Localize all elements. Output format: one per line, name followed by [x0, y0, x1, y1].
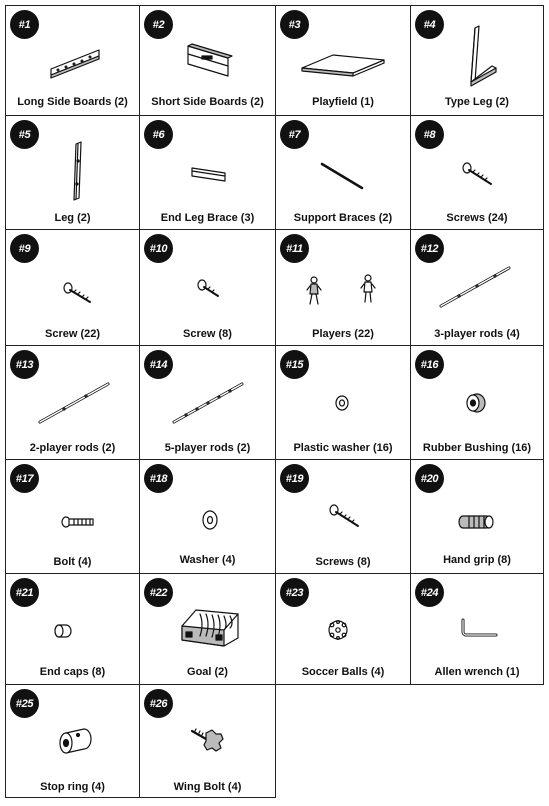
part-number-badge: #7: [280, 120, 309, 149]
part-label: End caps (8): [39, 666, 106, 678]
part-label: Washer (4): [179, 554, 236, 566]
part-cell: [139, 229, 276, 346]
part-number-badge: #24: [415, 578, 444, 607]
part-cell: [139, 5, 276, 116]
screw-icon: [6, 230, 141, 340]
part-number-badge: #16: [415, 350, 444, 379]
part-number-badge: #4: [415, 10, 444, 39]
part-cell: [5, 345, 140, 460]
part-number-badge: #21: [10, 578, 39, 607]
part-cell: [5, 115, 140, 230]
screw-icon: [411, 116, 546, 226]
part-label: Plastic washer (16): [293, 442, 393, 454]
part-cell: [5, 684, 140, 798]
part-label: Goal (2): [187, 666, 228, 678]
part-number-badge: #25: [10, 689, 39, 718]
part-label: Wing Bolt (4): [173, 781, 242, 793]
part-cell: [5, 573, 140, 685]
part-cell: [5, 5, 140, 116]
part-label: Soccer Balls (4): [301, 666, 385, 678]
part-label: Type Leg (2): [445, 96, 509, 108]
part-number-badge: #12: [415, 234, 444, 263]
part-cell: [410, 459, 544, 574]
part-label: Screw (22): [44, 328, 101, 340]
part-label: Stop ring (4): [40, 781, 105, 793]
part-number-badge: #11: [280, 234, 309, 263]
screw-icon: [140, 230, 275, 340]
part-label: Hand grip (8): [443, 554, 511, 566]
part-label: 5-player rods (2): [164, 442, 251, 454]
part-label: 3-player rods (4): [434, 328, 520, 340]
rod-icon: [6, 346, 141, 456]
part-label: Long Side Boards (2): [17, 96, 128, 108]
part-cell: [410, 115, 544, 230]
screw-icon: [276, 460, 411, 570]
player-figure-icon: [276, 230, 411, 340]
part-cell: [139, 573, 276, 685]
part-cell: [5, 459, 140, 574]
part-label: Support Braces (2): [293, 212, 393, 224]
part-label: Playfield (1): [312, 96, 374, 108]
part-cell: [410, 5, 544, 116]
part-number-badge: #5: [10, 120, 39, 149]
end-leg-brace-icon: [140, 116, 275, 226]
stop-ring-icon: [6, 685, 141, 795]
part-number-badge: #22: [144, 578, 173, 607]
part-label: Screws (24): [446, 212, 508, 224]
part-number-badge: #13: [10, 350, 39, 379]
part-label: Rubber Bushing (16): [422, 442, 532, 454]
part-number-badge: #2: [144, 10, 173, 39]
part-number-badge: #17: [10, 464, 39, 493]
part-cell: [275, 115, 411, 230]
part-number-badge: #9: [10, 234, 39, 263]
part-label: 2-player rods (2): [29, 442, 116, 454]
part-cell: [410, 229, 544, 346]
part-cell: [5, 229, 140, 346]
part-label: Screws (8): [315, 556, 371, 568]
part-cell: [139, 115, 276, 230]
leg-icon: [6, 116, 141, 226]
part-cell: [410, 573, 544, 685]
part-number-badge: #14: [144, 350, 173, 379]
part-cell: [275, 229, 411, 346]
part-number-badge: #8: [415, 120, 444, 149]
plastic-washer-icon: [276, 346, 411, 456]
part-number-badge: #19: [280, 464, 309, 493]
part-number-badge: #10: [144, 234, 173, 263]
part-cell: [410, 345, 544, 460]
part-cell: [139, 459, 276, 574]
wing-bolt-icon: [140, 685, 275, 795]
part-label: Leg (2): [54, 212, 91, 224]
part-label: Screw (8): [183, 328, 232, 340]
part-number-badge: #15: [280, 350, 309, 379]
part-number-badge: #1: [10, 10, 39, 39]
part-label: Bolt (4): [53, 556, 92, 568]
part-label: Players (22): [312, 328, 374, 340]
rod-icon: [140, 346, 275, 456]
part-label: End Leg Brace (3): [160, 212, 255, 224]
part-cell: [275, 573, 411, 685]
part-number-badge: #20: [415, 464, 444, 493]
rod-icon: [411, 230, 546, 340]
part-number-badge: #23: [280, 578, 309, 607]
part-number-badge: #3: [280, 10, 309, 39]
part-cell: [275, 5, 411, 116]
rubber-bushing-icon: [411, 346, 546, 456]
support-brace-icon: [276, 116, 411, 226]
part-cell: [275, 345, 411, 460]
part-label: Short Side Boards (2): [151, 96, 264, 108]
bolt-icon: [6, 460, 141, 570]
part-number-badge: #6: [144, 120, 173, 149]
part-cell: [139, 684, 276, 798]
part-cell: [275, 459, 411, 574]
part-label: Allen wrench (1): [434, 666, 520, 678]
part-number-badge: #26: [144, 689, 173, 718]
part-cell: [139, 345, 276, 460]
part-number-badge: #18: [144, 464, 173, 493]
